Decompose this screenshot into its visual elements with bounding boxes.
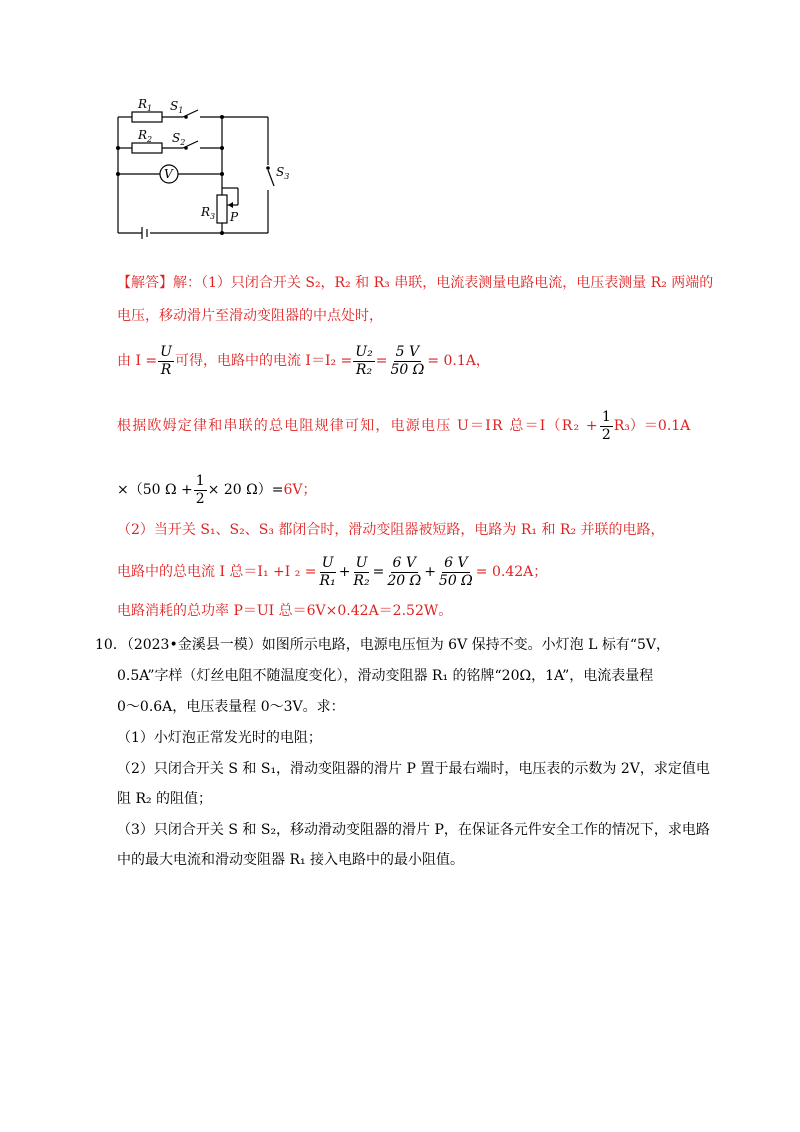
answer-line-5: ×（50 Ω + $\frac{1}{2}$ × 20 Ω）= 6V；: [117, 473, 317, 507]
fraction-5v-over-50ohm: $\frac{5 V}{50 \Omega}$: [390, 344, 425, 378]
question-10-sub-3-line-1: （3）只闭合开关 S 和 S₂，移动滑动变阻器的滑片 P，在保证各元件安全工作的情况下，求电路: [117, 822, 710, 838]
label-r3: $R_3$: [201, 205, 216, 221]
resistor-r1: [132, 112, 162, 122]
question-10-line-3: 0～0.6A，电压表量程 0～3V。求：: [117, 699, 345, 715]
resistor-r2: [132, 143, 162, 153]
label-s2: $S_2$: [172, 131, 186, 147]
fraction-one-half: $\frac{1}{2}$: [601, 409, 611, 443]
question-10-sub-2-line-2: 阻 R₂ 的阻值；: [117, 791, 213, 807]
label-p: P: [230, 210, 239, 224]
answer-line-4: 根据欧姆定律和串联的总电阻规律可知，电源电压 U＝IR 总＝I（R₂ + $\frac{1}{2}$ R₃）＝0.1A: [117, 409, 691, 443]
answer-line-2: 电压，移动滑片至滑动变阻器的中点处时，: [117, 308, 383, 324]
answer-line-1: [117, 276, 713, 290]
fraction-6v-over-20ohm: $\frac{6 V}{20 \Omega}$: [387, 555, 422, 589]
fraction-u-over-r2: $\frac{U}{\text{R₂}}$: [353, 555, 370, 589]
resistor-r3: [217, 195, 227, 223]
answer-text: 解：（1）只闭合开关 S₂，R₂ 和 R₃ 串联，电流表测量电路电流，电压表测量 R₂ 两端的: [173, 275, 714, 291]
question-10-line-2: 0.5A”字样（灯丝电阻不随温度变化），滑动变阻器 R₁ 的铭牌“20Ω，1A”，电流表量程: [117, 668, 654, 684]
label-r1: $R_1$: [138, 97, 153, 113]
fraction-u-over-r1: $\frac{U}{\text{R₁}}$: [319, 555, 336, 589]
part2-line-3: 电路消耗的总功率 P＝UI 总＝6V×0.42A＝2.52W。: [117, 603, 453, 619]
answer-tag: 【解答】: [117, 275, 173, 291]
part2-line-2: 电路中的总电流 I 总＝I₁ +I ₂ = $\frac{U}{\text{R₁}}$ + $\frac{U}{\text{R₂}}$ = $\frac{6 V}{20 \Omega}$ + $\frac{6 V}{50 \Omega}$ = 0.42A；: [117, 555, 548, 589]
question-10-sub-3-line-2: 中的最大电流和滑动变阻器 R₁ 接入电路中的最小阻值。: [117, 852, 465, 868]
label-s3: $S_3$: [276, 165, 290, 181]
label-s1: $S_1$: [170, 99, 184, 115]
fraction-u2-over-r2: $\frac{\text{U₂}}{\text{R₂}}$: [355, 344, 373, 378]
circuit-diagram: [110, 90, 310, 245]
part2-line-1: （2）当开关 S₁、S₂、S₃ 都闭合时，滑动变阻器被短路，电路为 R₁ 和 R₂ 并联的电路，: [117, 522, 665, 538]
question-10-sub-2-line-1: （2）只闭合开关 S 和 S₁，滑动变阻器的滑片 P 置于最右端时，电压表的示数为 2V，求定值电: [117, 761, 710, 777]
fraction-u-over-r: $\frac{U}{R}$: [160, 344, 172, 378]
label-v: V: [164, 167, 173, 181]
fraction-one-half-2: $\frac{1}{2}$: [195, 473, 205, 507]
question-number: 10．: [95, 637, 127, 653]
question-10-sub-1: （1）小灯泡正常发光时的电阻；: [117, 730, 322, 746]
question-10-line-1: 10．（2023•金溪县一模）如图所示电路，电源电压恒为 6V 保持不变。小灯泡 L 标有“5V，: [95, 637, 671, 653]
fraction-6v-over-50ohm: $\frac{6 V}{50 \Omega}$: [438, 555, 473, 589]
label-r2: $R_2$: [138, 128, 153, 144]
answer-line-3: 由 I = $\frac{U}{R}$ 可得，电路中的电流 I＝I₂ = $\frac{\text{U₂}}{\text{R₂}}$ = $\frac{5 V}{50 \Omega}$ = 0.1A，: [117, 344, 490, 378]
